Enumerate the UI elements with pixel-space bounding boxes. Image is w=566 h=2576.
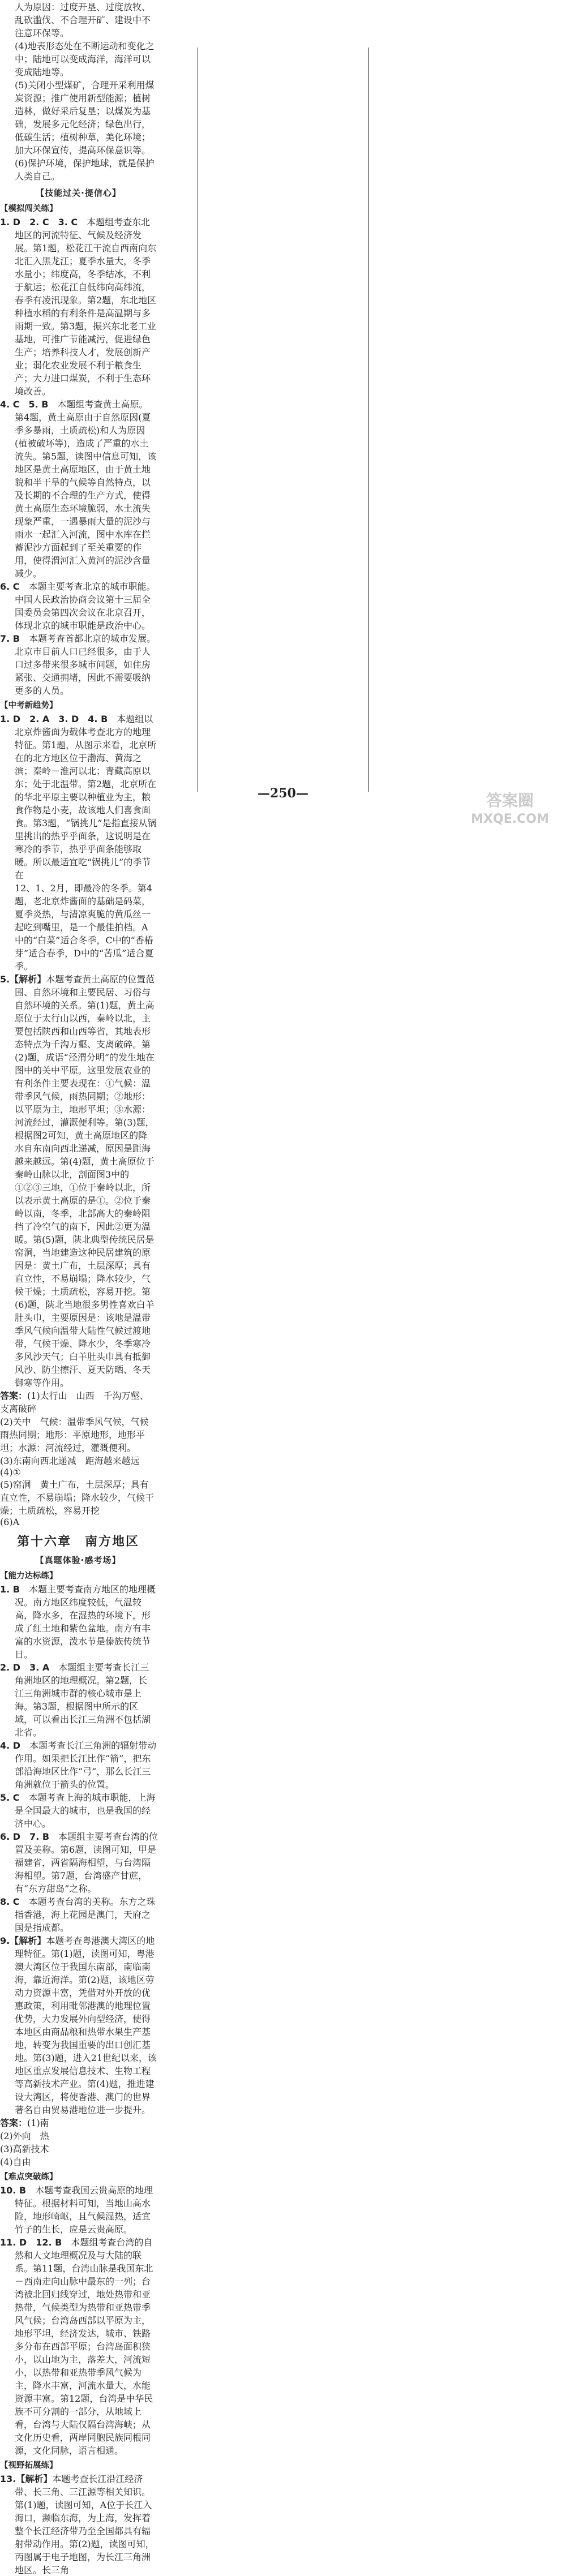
text: 第十六章 南方地区 [16,1534,139,1549]
text: (1)太行山 山西 千沟万壑、支离破碎 [0,1390,149,1414]
text: (6)保护环境，保护地球，就是保护人类自己。 [15,158,155,182]
text: (5)窑洞 黄土广布，土层深厚；具有直立性，不易崩塌；降水较少，气候干燥；土质疏松，容易开挖 [0,1479,155,1516]
text: 本题考查台湾的美称。东方之珠指香港，海上花园是澳门，天府之国是指成都。 [15,1896,156,1933]
text: 本题考查长江沿江经济带、长三角、三江源等相关知识。第(1)题，读图可知，A位于长江入海口，濒临东海，为上海，发挥着整个长江经济带乃至全国都具有辐射带动作用。第(2)题，读图可知，丙图属于电子地图，为长江三角洲地区。长三角 [15,2474,155,2575]
question-number: 6. C [0,581,20,592]
paragraph [0,2129,158,2142]
answer-item [0,1830,158,1895]
answer-item [0,215,157,397]
text: 本题组以北京炸酱面为载体考查北方的地理特征。第1题，从图示来看，北京所在的北方地区位于渤海、黄海之滨；秦岭－淮河以北；青藏高原以东；处于北温带。第2题，北京所在的华北平原主要以种植业为主，粮食作物是小麦，故该地人们喜食面食。第3题，“锅挑儿”是指直接从锅里挑出的热乎乎面条，这说明是在寒冷的季节，热乎乎面条能够取暖。所以最适宜吃“锅挑儿”的季节在 [15,714,157,881]
column-2 [0,881,156,1738]
column-divider-2 [368,48,369,792]
text: 本题主要考查北京的城市职能。中国人民政治协商会议第十三届全国委员会第四次会议在北京召开，体现北京的城市职能是政治中心。 [15,581,156,631]
text: (2)外向 热 [0,2131,49,2141]
section-heading [0,1569,156,1581]
section-heading [0,2459,158,2471]
question-number: 8. C [0,1896,20,1907]
paragraph [0,2142,158,2155]
text: 人为原因：过度开垦、过度放牧、乱砍滥伐、不合理开矿、建设中不注意环保等。 [15,2,151,38]
question-number: 5.【解析】 [0,974,46,985]
question-number: 1. D 2. C 3. C [0,217,78,227]
text: 本题考查首都北京的城市发展。北京市目前人口已经很多，由于人口过多带来很多城市问题，如住房紧张、交通拥堵，因此不需要吸纳更多的人员。 [15,633,156,696]
section-heading [0,202,157,214]
text: 本题组主要考查台湾的位置及美称。第6题，读图可知，甲是福建省，两省隔海相望，与台湾隔海相望。第7题，台湾盛产甘蔗，有“东方甜岛”之称。 [15,1831,158,1894]
answer-item [0,1895,158,1934]
paragraph [0,1454,156,1467]
text: (6)A [0,1517,20,1527]
text: 本题考查上海的城市职能，上海是全国最大的城市，也是我国的经济中心。 [15,1792,156,1829]
question-number: 答案： [0,1390,28,1401]
text: 【模拟闯关练】 [0,204,58,213]
question-number: 9.【解析】 [0,1935,46,1946]
question-number: 4. D [0,1740,21,1751]
paragraph [0,1478,156,1517]
question-number: 11. D 12. B [0,2237,62,2248]
paragraph [0,78,157,156]
answer-item [0,1660,156,1738]
text: (4)自由 [0,2157,31,2167]
answer-item [0,2183,158,2235]
watermark-logo [462,788,558,827]
svg-text:答案圈: 答案圈 [486,791,534,810]
paragraph [0,0,157,39]
question-number: 13.【解析】 [0,2474,53,2484]
text: 本题考查黄土高原的位置范围、自然环境和主要民居、习俗与自然环境的关系。第(1)题，黄土高原位于太行山以西，秦岭以北，主要包括陕西和山西等省，其地表形态特点为千沟万壑、支离破碎。第(2)题，成语“泾渭分明”的发生地在图中的关中平原。这里发展农业的有利条件主要表现在：①气候：温带季风气候，雨热同期；②地形：以平原为主，地形平坦；③水源：河流经过，灌溉便利等。第(3)题，根据图2可知，黄土高原地区的降水自东南向西北递减，原因是距海越来越远。第(4)题，黄土高原位于秦岭山脉以北，剖面图3中的①②③三地，①位于秦岭以北，所以表示黄土高原的是①。②位于秦岭以南，冬季，北部高大的秦岭阻挡了冷空气的南下，因此②更为温暖。第(5)题，陕北典型传统民居是窑洞，当地建造这种民居建筑的原因是：黄土广布，土层深厚；具有直立性，不易崩塌；降水较少，气候干燥；土质疏松，容易开挖。第(6)题，陕北当地很多男性喜欢白羊肚头巾，主要原因是：该地是温带季风气候向温带大陆性气候过渡地带，气候干燥、降水少，冬季寒冷多风沙天气；白羊肚头巾具有抵御风沙、防尘擦汗、夏天防晒、冬天御寒等作用。 [15,974,155,1388]
text: (5)关闭小型煤矿，合理开采利用煤炭资源；推广使用新型能源；植树造林，做好采后复垦；以煤炭为基础，发展多元化经济；绿色出行，低碳生活；植树种草，美化环境；加大环保宣传，提高环保意识等。 [15,80,155,156]
paragraph [0,881,156,972]
text: (4)地表形态处在不断运动和变化之中；陆地可以变成海洋，海洋可以变成陆地等。 [15,41,155,78]
paragraph [0,39,157,78]
text: 12、1、2月，即最冷的冬季。第4题，老北京炸酱面的基础是码菜，夏季炎热，与清凉爽脆的黄瓜丝一起吃到嘴里，是一个最佳拍档。A中的“白菜”适合冬季，C中的“香椿芽”适合春季，D中的“苦瓜”适合夏季。 [15,883,154,972]
section-heading [0,699,157,711]
question-number: 1. B [0,1584,20,1595]
text: (3)东南向西北递减 距海越来越远 [0,1456,140,1466]
answer-item [0,972,156,1389]
question-number: 7. B [0,633,20,644]
text: 本题考查我国云贵高原的地理特征。根据材料可知，当地山高水险，地形崎岖，且气候湿热，适宜竹子的生长，应是云贵高原。 [15,2185,153,2235]
text: 【视野拓展练】 [0,2461,58,2470]
text: 【真题体验·感考场】 [35,1555,121,1565]
answer-item [0,712,157,881]
section-heading [0,2170,158,2182]
answer-item [0,1582,156,1660]
paragraph [0,1389,156,1415]
answer-item [0,2235,158,2457]
text: (3)高新技术 [0,2144,49,2154]
page-number: —250— [258,786,308,801]
text: 本题主要考查南方地区的地理概况。南方地区纬度较低，气温较高，降水多，在湿热的环境下，形成了红土地和紫色盆地。南方有丰富的水资源，泼水节是傣族传统节日。 [15,1584,156,1660]
text: (1)南 [27,2118,49,2128]
answer-item [0,397,157,579]
question-number: 2. D 3. A [0,1662,50,1673]
text: 本题组考查黄土高原。第4题，黄土高原由于自然原因(夏季多暴雨，土质疏松)和人为原因(植被破坏等)，造成了严重的水土流失。第5题，读图中信息可知，该地区是黄土高原地区，由于黄土地貌和半干旱的气候等自然特点，以及长期的不合理的生产方式，使得黄土高原生态环境脆弱，水土流失现象严重，一遇暴雨大量的泥沙与雨水一起汇入河流，图中水库在拦蓄泥沙方面起到了至关重要的作用，使得渭河汇入黄河的泥沙含量减少。 [15,399,157,579]
answer-item [0,1934,158,2116]
question-number: 10. B [0,2185,27,2196]
answer-item [0,632,157,697]
text: 【能力达标练】 [0,1572,58,1581]
answer-item [0,1791,158,1830]
chapter-title [0,1532,156,1549]
paragraph [0,1415,156,1454]
paragraph [0,1517,156,1527]
question-number: 4. C 5. B [0,399,49,410]
section-banner [0,1554,156,1566]
section-banner [0,187,157,199]
paragraph [0,2155,158,2168]
text: 【技能过关·提信心】 [36,188,121,198]
text: 【难点突破练】 [0,2173,58,2182]
answer-item [0,2472,158,2576]
answer-item [0,579,157,632]
text: 本题考查长江三角洲的辐射带动作用。如果把长江比作“箭”，把东部沿海地区比作“弓”，那么长江三角洲就位于箭头的位置。 [15,1740,157,1790]
text: 本题考查粤港澳大湾区的地理特征。第(1)题，读图可知，粤港澳大湾区位于我国东南部，南临南海，靠近海洋。第(2)题，该地区劳动力资源丰富，凭借对外开放的优惠政策，利用毗邻港澳的地理位置优势，大力发展外向型经济，使得本地区由商品粮和热带水果生产基地，转变为我国重要的出口创汇基地。第(3)题，进入21世纪以来，该地区重点发展信息技术、生物工程等高新技术产业。第(4)题，推进建设大湾区，将使香港、澳门的世界著名自由贸易港地位进一步提升。 [15,1935,157,2115]
paragraph [0,156,157,182]
question-number: 6. D 7. B [0,1831,50,1842]
question-number: 答案： [0,2118,28,2128]
text: 【中考新趋势】 [0,701,58,710]
question-number: 5. C [0,1792,20,1803]
question-number: 1. D 2. A 3. D 4. B [0,714,108,724]
text: 本题组考查东北地区的河流特征、气候及经济发展。第1题，松花江干流自西南向东北汇入黑龙江；夏季水量大，冬季水量小；纬度高，冬季结冰，不利于航运；松花江自低纬向高纬流，春季有凌汛现象。第2题，东北地区种植水稻的有利条件是高温期与多雨期一致。第3题，振兴东北老工业基地，可推广节能减污，促进绿色生产；培养科技人才，发展创新产业；弱化农业发展不利于粮食生产；大力进口煤炭，不利于生态环境改善。 [15,217,157,397]
answer-item [0,1738,158,1791]
paragraph [0,2116,158,2129]
text: (2)关中 气候：温带季风气候，气候雨热同期；地形：平原地形，地形平坦；水源：河流经过，灌溉便利。 [0,1416,149,1453]
column-1 [0,0,157,881]
svg-text:MXQE.COM: MXQE.COM [471,812,549,826]
paragraph [0,1467,156,1478]
text: 本题组主要考查长江三角洲地区的地理概况。第2题，长江三角洲城市群的核心城市是上海。第3题，根据图中所示的区域，可以看出长江三角洲不包括湖北省。 [15,1662,151,1738]
column-3 [0,1738,158,2576]
text: 本题组考查台湾的自然和人文地理概况及与大陆的联系。第11题，台湾山脉是我国东北－西南走向山脉中最东的一列；台湾被北回归线穿过，地处热带和亚热带，气候类型为热带和亚热带季风气候；台湾岛西部以平原为主，地形平坦，经济发达，城市、铁路多分布在西部平原；台湾岛面积狭小，以山地为主，落差大，河流短小，以热带和亚热带季风气候为主，降水丰富，河流水量大，水能资源丰富。第12题，台湾是中华民族不可分割的一部分，从地域上看，台湾与大陆仅隔台湾海峡；从文化历史看，两岸同胞民族同根同源，文化同脉，语言相通。 [15,2237,153,2456]
text: (4)① [0,1467,22,1478]
